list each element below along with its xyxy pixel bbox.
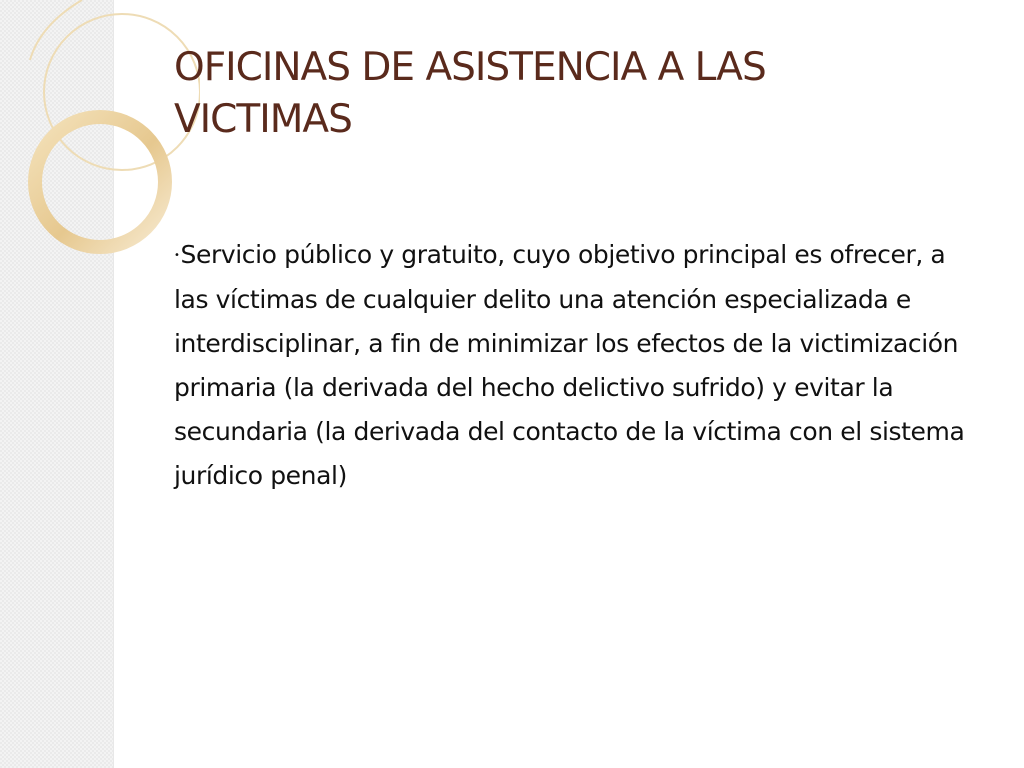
bullet-icon: • [174, 250, 180, 261]
slide-body-paragraph [174, 233, 984, 498]
slide-body-text: Servicio público y gratuito, cuyo objetivo principal es ofrecer, a las víctimas de cualquier delito una atención especializada e interdisciplinar, a fin de minimizar los efectos de la victimización primaria (la derivada del hecho delictivo sufrido) y evitar la secundaria (la derivada del contacto de la víctima con el sistema jurídico penal) [174, 240, 965, 490]
slide-title [174, 42, 974, 146]
slide-title-line-2: VICTIMAS [174, 97, 352, 142]
decorative-rings-icon [0, 0, 200, 260]
slide-title-line-1: OFICINAS DE ASISTENCIA A LAS [174, 45, 766, 90]
